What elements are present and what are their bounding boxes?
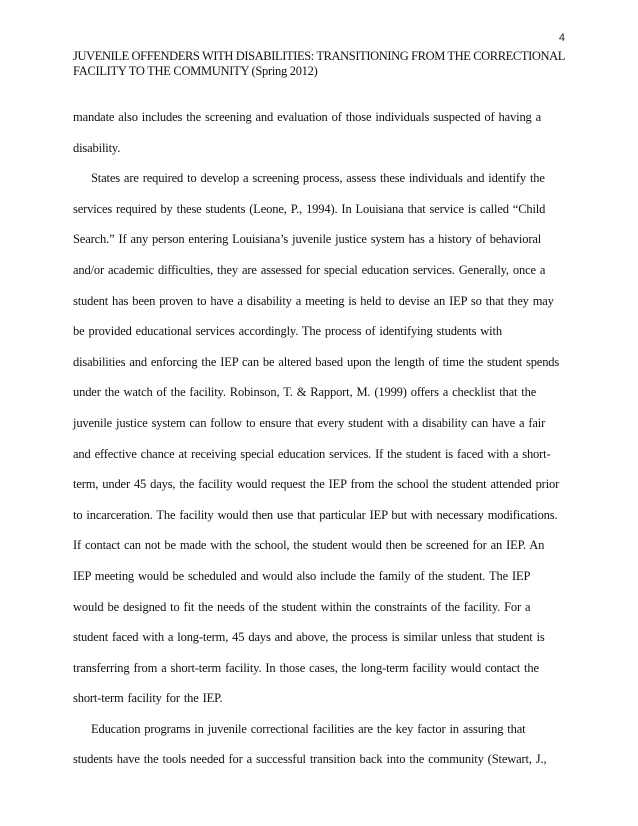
body-line: services required by these students (Leone, P., 1994). In Louisiana that service is called “Child xyxy=(73,201,546,216)
body-line: Search.” If any person entering Louisiana’s juvenile justice system has a history of behavioral xyxy=(73,232,542,247)
body-line: students have the tools needed for a successful transition back into the community (Stewart, J., xyxy=(73,752,547,767)
body-line: and/or academic difficulties, they are assessed for special education services. Generally, once a xyxy=(73,262,546,277)
body-line: student faced with a long-term, 45 days and above, the process is similar unless that student is xyxy=(73,630,545,645)
body-line: and effective chance at receiving special education services. If the student is faced with a short- xyxy=(73,446,551,461)
body-line: mandate also includes the screening and evaluation of those individuals suspected of having a xyxy=(73,110,542,124)
body-line: to incarceration. The facility would then use that particular IEP but with necessary modifications. xyxy=(73,507,558,522)
body-line: transferring from a short-term facility. In those cases, the long-term facility would contact the xyxy=(73,660,539,675)
body-line: disability. xyxy=(73,140,121,155)
body-line: short-term facility for the IEP. xyxy=(73,691,223,706)
body-line: disabilities and enforcing the IEP can be altered based upon the length of time the student spends xyxy=(73,354,560,369)
body-line: Education programs in juvenile correctional facilities are the key factor in assuring that xyxy=(91,721,526,736)
running-head-line-1: JUVENILE OFFENDERS WITH DISABILITIES: TRANSITIONING FROM THE CORRECTIONAL xyxy=(73,49,565,63)
body-line: would be designed to fit the needs of the student within the constraints of the facility. For a xyxy=(73,599,531,614)
body-line: student has been proven to have a disability a meeting is held to devise an IEP so that they may xyxy=(73,293,554,308)
body-text xyxy=(73,102,573,775)
body-line: juvenile justice system can follow to ensure that every student with a disability can have a fair xyxy=(73,415,546,430)
body-line: be provided educational services accordingly. The process of identifying students with xyxy=(73,324,502,339)
body-line: States are required to develop a screening process, assess these individuals and identify the xyxy=(91,171,545,186)
body-line: term, under 45 days, the facility would request the IEP from the school the student attended prior xyxy=(73,477,560,492)
running-head xyxy=(73,49,568,79)
page-number: 4 xyxy=(558,32,565,44)
body-line: IEP meeting would be scheduled and would also include the family of the student. The IEP xyxy=(73,568,531,583)
body-line: under the watch of the facility. Robinson, T. & Rapport, M. (1999) offers a checklist that the xyxy=(73,385,537,400)
running-head-line-2: FACILITY TO THE COMMUNITY (Spring 2012) xyxy=(73,64,318,78)
body-line: If contact can not be made with the school, the student would then be screened for an IEP. An xyxy=(73,538,545,553)
